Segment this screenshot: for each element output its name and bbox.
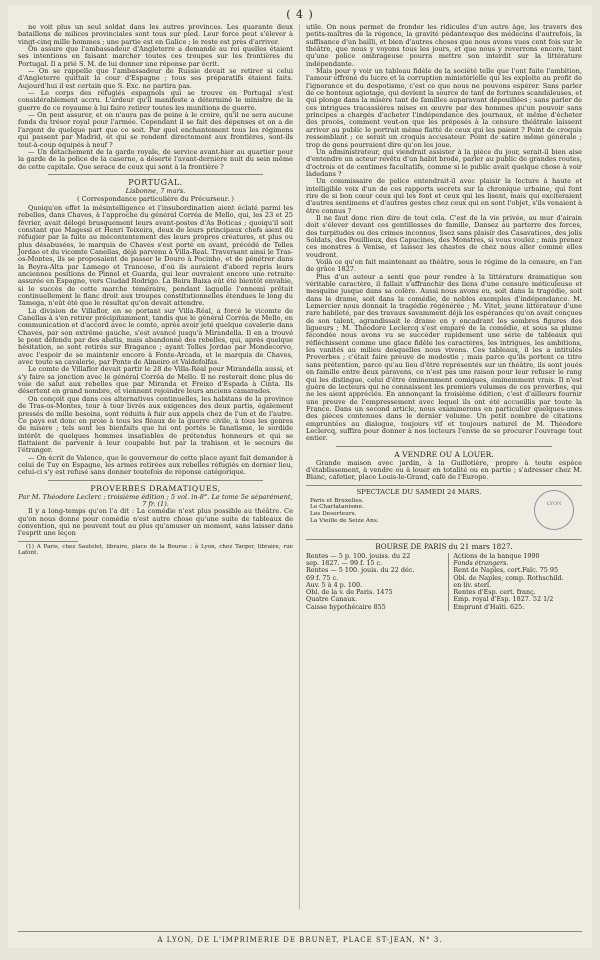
left-column <box>12 24 300 909</box>
printer-imprint: A LYON, DE L'IMPRIMERIE DE BRUNET, PLACE ST-JEAN, N° 3. <box>18 931 582 944</box>
proverbes-subtitle: Par M. Théodore Leclerc ; troisième édition ; 5 vol. in-8°. Le tome 5e séparément, 7 fr. (1). <box>18 492 293 508</box>
right-column <box>300 24 588 909</box>
spectacle-item: Le Charlatanisme. <box>310 504 364 511</box>
paragraph: On conçoit que dans ces alternatives continuelles, les habitans de la province de Tras-os-Montes, tour à tour livrés aux exigences des deux partis, également pressés de mille besoins, sont réduits à fuir aux appels chez de l'un et de l'autre. Ce pays est donc en proie à tous les fléaux de la guerre civile, à tous les genres de misère ; tels sont les bienfaits que lui ont portés le fanatisme, le sordide intérêt de quelques hommes insatiables de prétendus honneurs et qui se flattaient de parvenir à leur coupable but par la trahison et le secours de l'étranger. <box>18 394 293 455</box>
paragraph: — On écrit de Valence, que le gouverneur de cette place ayant fait demander à celui de Tuy en Espagne, les armes retirées aux rebelles réfugiés en dernier lieu, celui-ci s'y est refusé sans donner toutefois de réponse catégorique. <box>18 453 293 477</box>
bourse-row: Rent de Naples, cert.Falc. 75 95 <box>453 566 559 575</box>
paragraph: Il y a long-temps qu'on l'a dit : La comédie n'est plus possible au théâtre. Ce qu'on nous donne pour comédie n'est autre chose qu'une suite de tableaux de convention, qui ne peuvent tout au plus qu'amuser un moment, sans laisser dans l'esprit une leçon <box>18 507 293 538</box>
bourse-row: Rentes — 5 p. 100. jouiss. du 22 <box>306 551 411 560</box>
paragraph: — Le corps des réfugiés espagnols qui se trouve en Portugal s'est considérablement accru. L'ardeur qu'il manifeste a déterminé le ministre de la guerre de ce royaume à lui faire retirer toutes les munitions de guerre. <box>18 89 293 112</box>
paragraph: Le comte de Villaflor devait partir le 28 de Villa-Réal pour Mirandella aussi, et s'y faire sa jonction avec le général Corréa de Mello. Il ne resterait donc plus de voie de salut aux rebelles que par Miranda et Freixo d'Espada à Cinta. Ils désertent en grand nombre, et viennent rejoindre leurs anciens camarades. <box>18 365 293 396</box>
paragraph: La division de Villaflor, en se portant sur Villa-Réal, a forcé le vicomte de Canellas à s'en retirer précipitamment, tandis que le général Corréa de Mello, en communication et d'accord avec le comte, après avoir jeté quelque cavalerie dans Chaves, par son extrême gauche, s'est avancé jusqu'à Mirandella. Il en a trouvé le pont défendu par des abatis, mais abandonné des rebelles, qui, après quelque hésitation, se sont retirés sur Bragance ; ayant Telles Jordao par Mondecorvo, avec l'espoir de se maintenir encore à Fonte-Arcada, et le marquis de Chaves, avec toute sa cavalerie, par Ponte de Almeiro et Valdefolfas. <box>18 306 293 367</box>
newspaper-page <box>8 6 592 948</box>
paragraph: utile. On nous permet de fronder les ridicules d'un autre âge, les travers des petits-maîtres de la régence, la gravité pédantesque des médecins d'autrefois, la suffisance d'un bailli, et bien d'autres choses que nous avons vues cent fois sur le théâtre, que nous y voyons tous les jours, et que nous y reverrons encore, tant qu'une police ombrageuse pourra mettre son interdit sur la littérature indépendante. <box>306 24 582 68</box>
section-heading-proverbes: PROVERBES DRAMATIQUES, <box>90 483 221 493</box>
bourse-right <box>449 553 582 611</box>
bourse-row: 69 f. 75 c. <box>306 573 339 582</box>
paragraph: Un administrateur, qui viendrait assister à la pièce du jour, serait-il bien aise d'entendre un acteur revêtu d'un habit brodé, parler au public de grandes routes, d'octrois et de centimes facultatifs, comme si le public avait quelque chose à voir làdedans ? <box>306 147 582 178</box>
bourse-row: Rentes d'Esp. cert. franç. <box>453 588 536 597</box>
footnote-rule <box>18 541 78 542</box>
spectacle-item: Les Deserteurs. <box>310 511 357 518</box>
bourse-row: Auv. 5 à 4 p. 100. <box>306 580 363 589</box>
bourse-row: Emp. royal d'Esp. 1827. 52 1/2 <box>453 595 554 604</box>
bourse-row: Rentes — 5 100. jouis. du 22 déc. <box>306 566 415 575</box>
paragraph: — Un détachement de la garde royale, de service avant-hier au quartier pour la garde de la police de la caserne, a déserté l'avant-dernière nuit du sein même de cette capitale. Que serace de ceux qui sont à la frontière ? <box>18 147 293 171</box>
paragraph: Mais pour y voir un tableau fidèle de la société telle que l'ont faite l'ambition, l'amour effréné du lucre et la corruption ministérielle qui les exploite au profit de l'ignorance et du despotisme, c'est ce que nous ne pouvons espérer. Sans parler de ce honteux agiotage, qui devient la source de tant de fortunes scandaleuses, et qui plonge dans la misère tant de familles auparavant dépouillées ; sans parler de ces intrigues tracassières mises en œuvre par des hommes qu'un pouvoir sans principes a chargés d'acheter l'indépendance des journaux, et même d'écheter des procès, comment veut-on que les préposés à la censure théâtrale laissent arriver au public le portrait même flatté de ceux qui les paient ? Point de croquis ressemblant ; ce serait un croquis accusateur. Point de satire même générale ; trop de gens pourraient dire qu'on les joue. <box>306 67 582 149</box>
bourse-table <box>306 553 582 611</box>
dateline: Lisbonne, 7 mars. <box>125 186 186 195</box>
correspondance-note: ( Correspondance particulière du Précurseur. ) <box>77 194 234 203</box>
library-stamp <box>534 490 574 530</box>
bourse-left <box>306 553 449 611</box>
bourse-row: Quatre Canaux. <box>306 595 357 604</box>
bourse-row: Actions de la banque 1990 <box>453 551 540 560</box>
spectacle-item: La Vieille de Seize Ans. <box>310 518 379 525</box>
section-heading-portugal: PORTUGAL. <box>128 177 183 187</box>
spectacle-title: SPECTACLE DU SAMEDI 24 MARS. <box>356 487 482 496</box>
bourse-row: Fonds étrangers. <box>453 558 509 567</box>
paragraph: Il ne faut donc rien dire de tout cela. C'est de la vie privée, au mur d'airain doit s'élever devant ces gentillesses de famille, Dansez au parterre des forces, des turpitudes ou des crimes inconnus, lisez sans plaisir des Casavatices, des jolis Soldats, des Pouillieux, des Capucines, des Monstres, si vous voulez ; mais prenez ces monstres à Venise, et laissez les chastes de chez nous aller comme elles voudront. <box>306 213 582 259</box>
footnote: (1) A Paris, chez Sautelet, libraire, place de la Bourse ; à Lyon, chez Targer, libraire, rue Lafont. <box>18 543 293 556</box>
bourse-row: Emprunt d'Haïti. 625. <box>453 602 525 611</box>
paragraph: Quoiqu'en effet la mésintelligence et l'insubordination aient éclaté parmi les rebelles, dans Chaves, à l'approche du général Corréa de Mello, qui, les 23 et 25 février, avait délogé brusquement leurs avant-postes d'As Boticas ; quoiqu'il soit constant que Magessi et Henri Teixeira, deux de leurs principaux chefs aient dû réfugier par la fuite au mécontentement des leurs propres créatures, et plus ou plus désabusées, le marquis de Chaves s'est porté en avant, précédé de Telles Jordao et du vicomte Canellas, déjà parvenu à Villa-Real. Traversant ainsi le Tras-os-Montes, ils se proposaient de passer le Douro à Pocinho, et de pénétrer dans la Beyra-Alta par Lamego et Trancoso, d'où ils auraient d'abord repris leurs anciennes positions de Pinnel et Guarda, qui leur ouvraient encore une retraite assurée en Espagne, vers Ciudad Rodrigo. La Beira Baixa eût été bientôt envahie, si le succès de cette marche téméraire, pendant laquelle l'ennemi prêtait continuellement le flanc droit aux troupes constitutionnelles étendues le long du Tamega, n'eût été que le résultat qu'on devait attendre. <box>18 203 293 308</box>
paragraph: — On se rappelle que l'ambassadeur de Russie devait se retirer si celui d'Angleterre quittait la cour d'Espagne ; tous ses préparatifs étaient faits. Aujourd'hui il est certain que S. Exc. ne partira pas. <box>18 67 293 90</box>
spectacle-box <box>306 485 582 536</box>
paragraph: Un commissaire de police entendrait-il avec plaisir la lecture à haute et intelligible voix d'un de ces rapports secrets sur la chronique urbaine, qui font rire de si bon cœur ceux qui les font et ceux qui les lisent, mais qui exciteraient d'autres sentimens et d'autres gestes chez ceux qui en sont l'objet, s'ils venaient à être connus ? <box>306 177 583 215</box>
paragraph: Plus d'un auteur a senti que pour rendre à la littérature dramatique son véritable caractère, il fallait s'affranchir des liens d'une censure méticuleuse et mesquine jusque dans sa colère. Aussi nous avons eu, soit dans la tragédie, soit dans le drame, soit dans la comédie, de nobles exemples d'indépendance. M. Lemercier nous donnait la tragédie régénérée ; M. Vitet, jeune littérateur d'une rare habileté, par des travaux savamment déjà les espérances qu'on avait conçues de son talent, agrandissait le drame en y encadrant les sombres figures des ligueurs ; M. Théodore Leclercq s'est emparé de la comédie, et sous sa plume fécondée nous avons vu se succéder rapidement une série de tableaux qui réfléchissent comme une glace fidèle les caractères, les intrigues, les ambitions, les vanités au milieu desquelles nous vivons. Ces tableaux, il les a intitulés Proverbes ; c'était faire preuve de modestie ; mais parce qu'ils portent ce titre sans prétention, parce qu'au lieu d'être représentés sur un théâtre, ils sont joués en famille entre deux paravens, ce n'est pas une raison pour leur refuser le rang qui les distingue, celui d'être éminemment comiques, éminemment vrais. Il n'est guère de lecteurs qui ne connaissent les premiers volumes de ces proverbes, qui ne les aient appréciés. En annonçant la troisième édition, c'est d'ailleurs fournir une preuve de l'empressement avec lequel ils ont été accueillis par toute la France. Dans un second article, nous examinerons en particulier quelques-unes des pièces contenues dans le dernier volume. Un petit nombre de citations empruntées au dialogue, toujours vif et toujours naturel de M. Théodore Leclercq, suffira pour donner à nos lecteurs l'envie de se procurer l'ouvrage tout entier. <box>306 272 582 443</box>
divider <box>48 174 263 175</box>
paragraph: On assure que l'ambassadeur d'Angleterre a demandé au roi quelles étaient ses intentions en faisant marcher toutes ces troupes sur les frontières du Portugal. Il a prié S. M. de lui donner une réponse par écrit. <box>18 45 293 68</box>
divider <box>48 480 263 481</box>
bourse-row: en liv. sterl. <box>453 580 492 589</box>
bourse-row: sep. 1827. — 99 f. 15 c. <box>306 558 383 567</box>
stamp-text: LYON <box>546 500 562 507</box>
bourse-row: Obl. de la v. de Paris. 1475 <box>306 588 393 597</box>
spectacle-item: Paris et Bruxelles. <box>310 497 364 504</box>
paragraph: Voilà ce qu'on fait maintenant au théâtre, sous le régime de la censure, en l'an de grâce 1827. <box>306 258 582 274</box>
paragraph: Grande maison avec jardin, à la Guillotière, propre à toute espèce d'établissement, à vendre ou à louer en totalité ou en partie ; s'adresser chez M. Blanc, cafetier, place Louis-le-Grand, café de l'Europe. <box>306 458 582 482</box>
page-number: ( 4 ) <box>286 8 314 21</box>
paragraph: — On peut assurer, et on n'aura pas de peine à le croire, qu'il ne sera aucune fonds du trésor royal pour l'armée. Cependant il se fait des dépenses et on a de l'argent de quelque part que ce soit. Par quel enchantement tous les régimens qui passent par Madrid, et qui se rendent directement aux frontières, sont-ils tout-à-coup équipés à neuf ? <box>18 111 293 149</box>
divider <box>336 446 552 447</box>
bourse-title: BOURSE DE PARIS du 21 mars 1827. <box>306 539 582 551</box>
bourse-row: Obl. de Naples, comp. Rothschild. <box>453 573 564 582</box>
columns <box>12 24 588 909</box>
section-heading-vendre: A VENDRE OU A LOUER. <box>394 449 494 459</box>
bourse-row: Caisse hypothécaire 855 <box>306 602 386 611</box>
paragraph: ne voit plus un seul soldat dans les autres provinces. Les quarante deux bataillons de milices provinciales sont tous sur pied. Leur force peut s'élever à vingt-cinq mille hommes ; une partie est en Galice ; le reste est près d'arriver. <box>18 24 293 46</box>
